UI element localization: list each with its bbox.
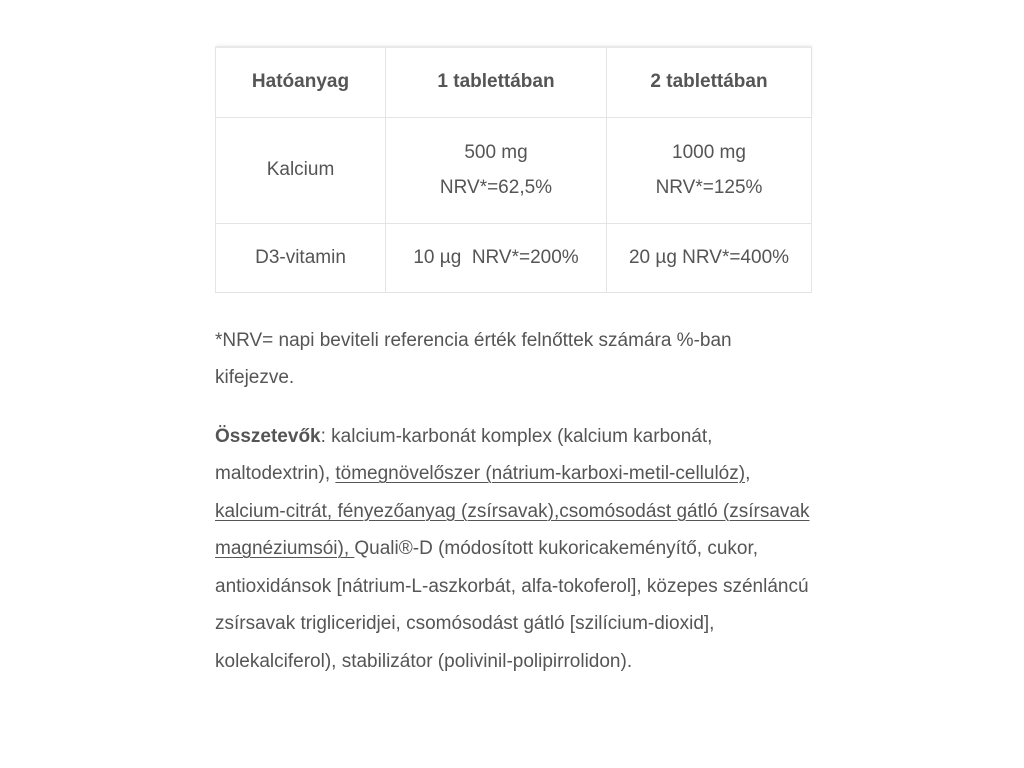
- two-tablets-cell: 20 µg NRV*=400%: [607, 223, 812, 292]
- amount-value: 1000 mg: [672, 142, 746, 163]
- bulking-agent-link[interactable]: tömegnövelőszer (nátrium-karboxi-metil-cellulóz): [335, 463, 746, 484]
- ingredients-intro: : kalcium-karbonát komplex (kalcium karbonát, maltodextrin),: [215, 425, 713, 484]
- one-tablet-cell: 10 µg NRV*=200%: [386, 223, 607, 292]
- ingredients-paragraph: [215, 418, 811, 681]
- nrv-value: NRV*=125%: [655, 177, 763, 198]
- one-tablet-cell: [386, 117, 607, 223]
- ingredients-label: Összetevők: [215, 425, 321, 447]
- two-tablets-cell: [607, 117, 812, 223]
- table-header-row: [216, 47, 812, 117]
- header-active-ingredient: Hatóanyag: [216, 47, 386, 117]
- ingredients-rest: Quali®-D (módosított kukoricakeményítő, cukor, antioxidánsok [nátrium-L-aszkorbát, alfa-tokoferol], közepes szénláncú zsírsavak trigliceridjei, csomósodást gátló [szilícium-dioxid], kolekalciferol), stabilizátor (polivinil-polipirrolidon).: [215, 538, 809, 672]
- amount-value: 500 mg: [464, 142, 528, 163]
- ingredients-separator: ,: [745, 463, 751, 484]
- nrv-footnote: *NRV= napi beviteli referencia érték felnőttek számára %-ban kifejezve.: [215, 329, 732, 388]
- content-area: [215, 46, 811, 680]
- ingredient-name-cell: D3-vitamin: [216, 223, 386, 292]
- table-row: [216, 117, 812, 223]
- header-one-tablet: 1 tablettában: [386, 47, 607, 117]
- nutrition-table: [215, 46, 812, 293]
- calcium-citrate-link[interactable]: kalcium-citrát, fényezőanyag (zsírsavak),csomósodást gátló (zsírsavak magnéziumsói),: [215, 500, 810, 559]
- nrv-value: NRV*=62,5%: [439, 177, 553, 198]
- ingredient-name-cell: Kalcium: [216, 117, 386, 223]
- table-row: [216, 223, 812, 292]
- header-two-tablets: 2 tablettában: [607, 47, 812, 117]
